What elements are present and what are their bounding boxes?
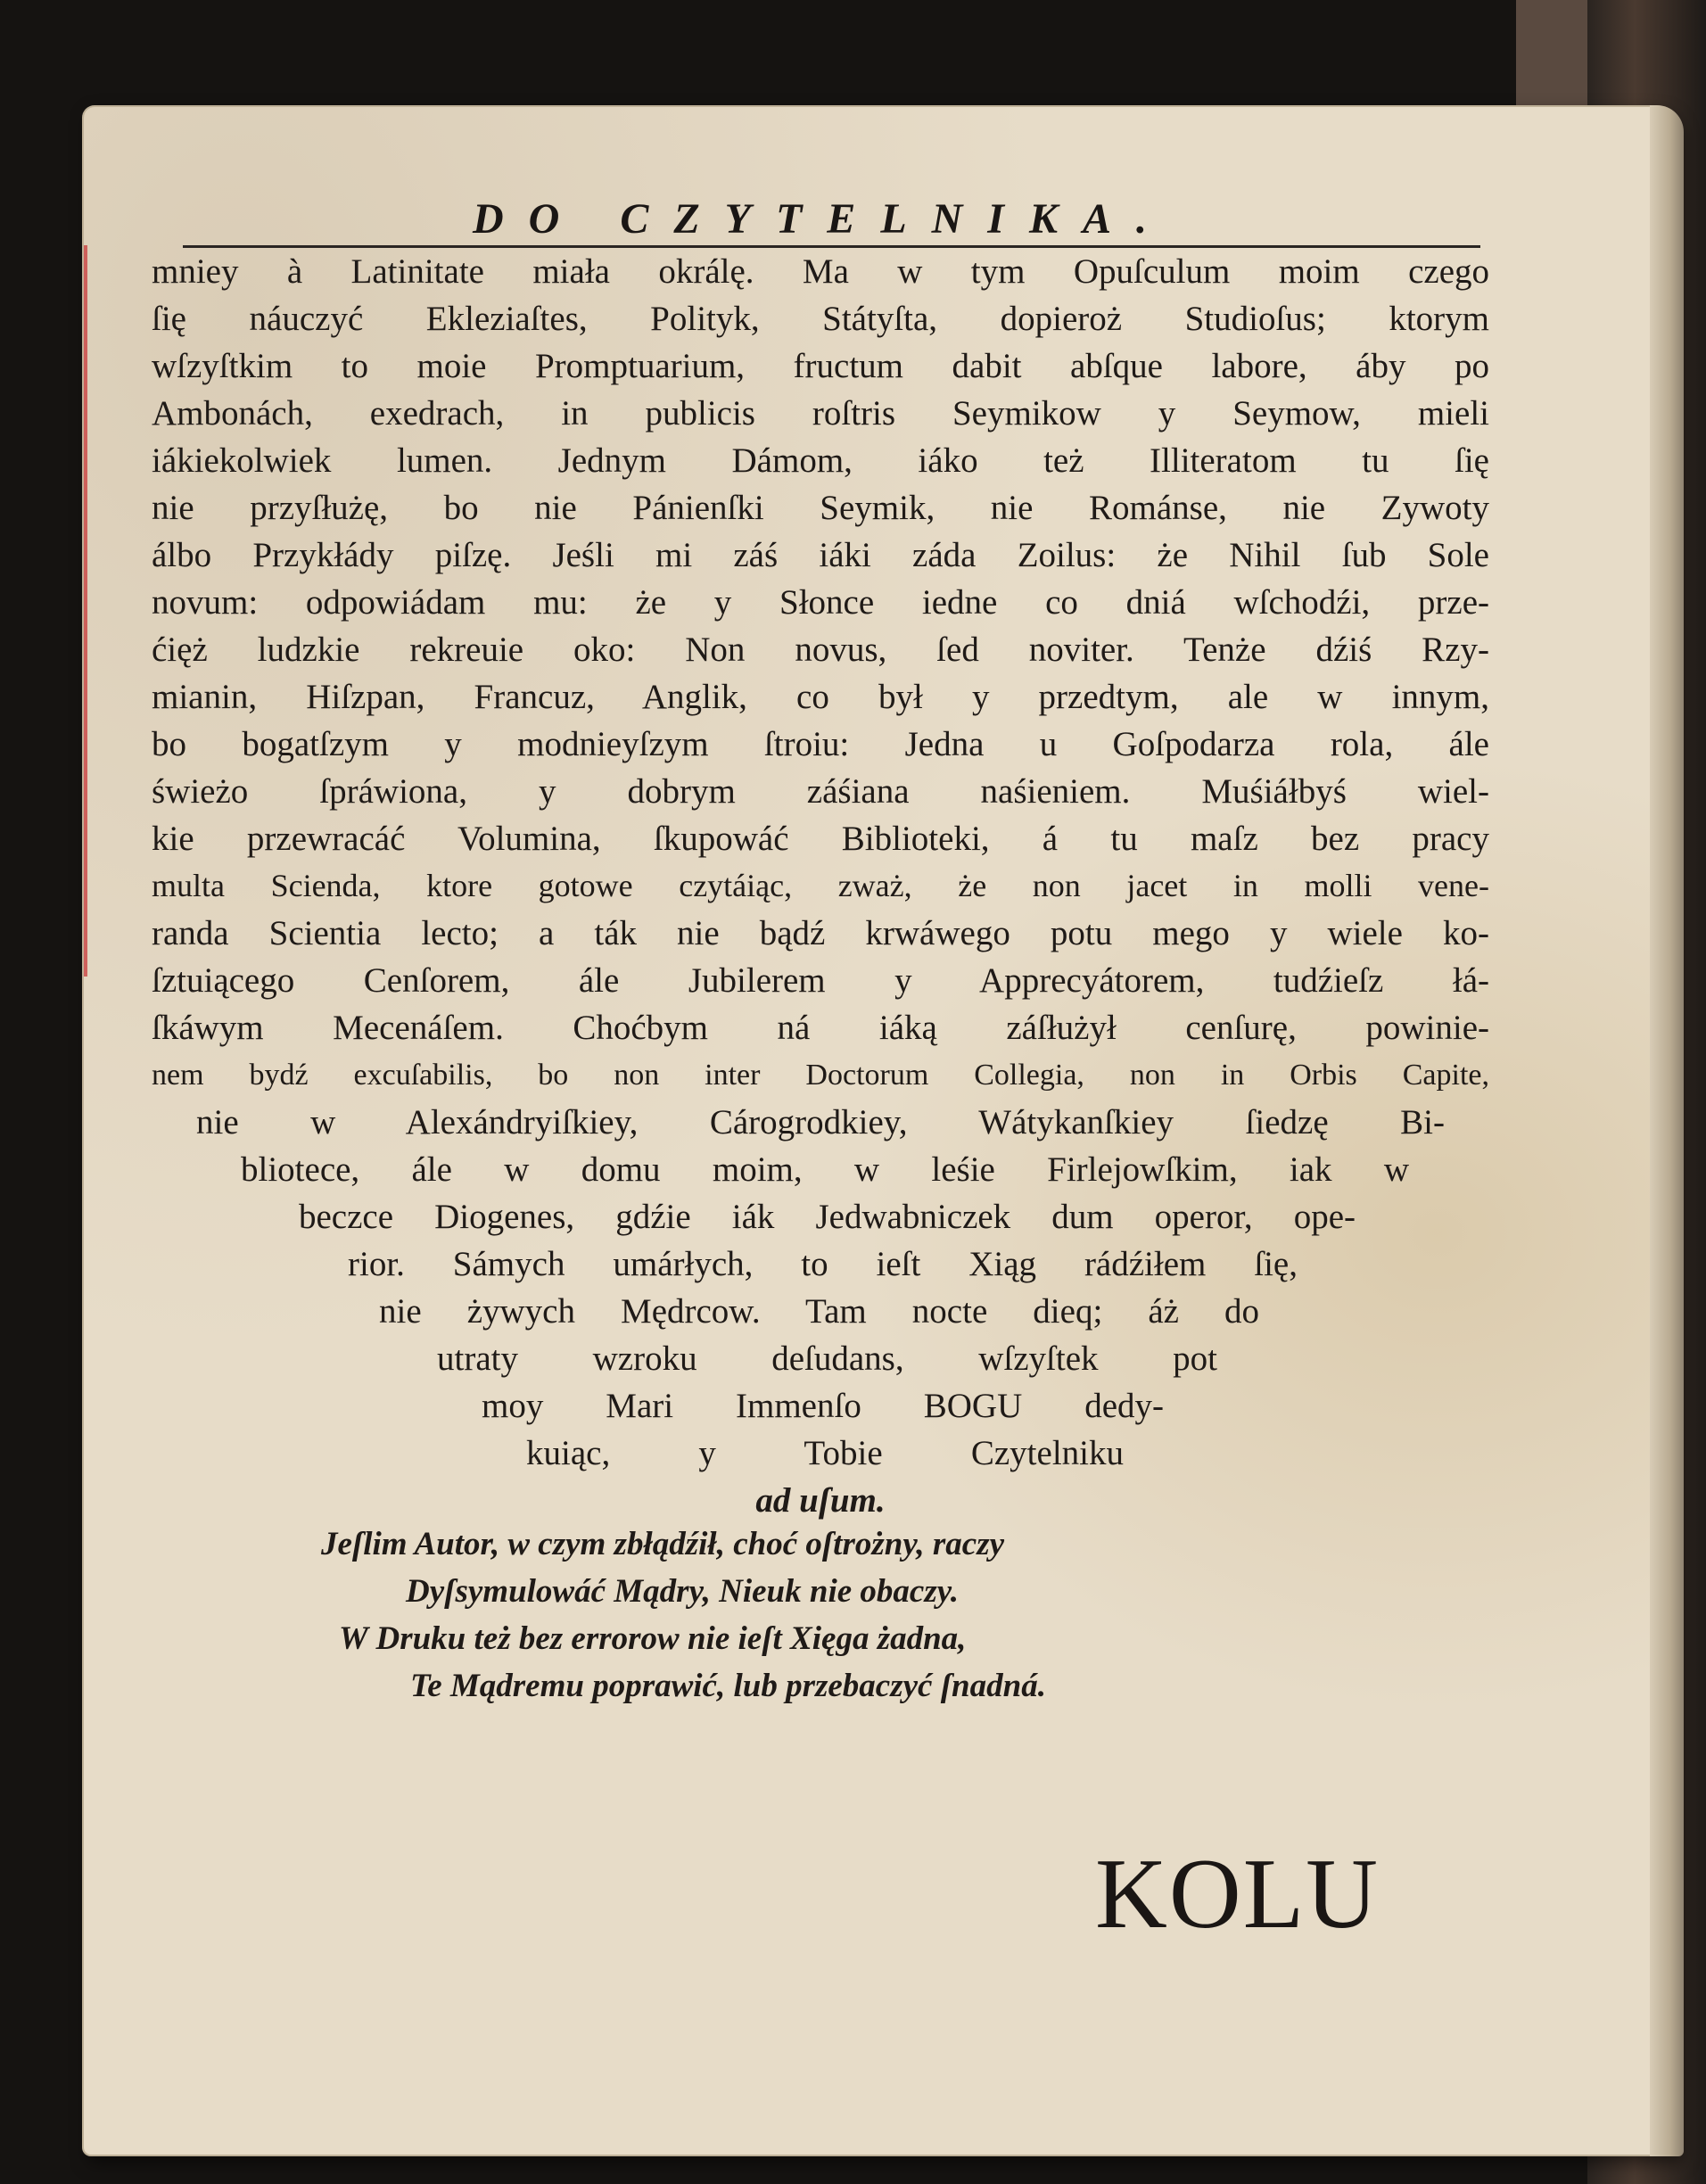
text-line: bo bogatſzym y modnieyſzym ſtroiu: Jedna u Goſpodarza rola, ále <box>152 725 1489 763</box>
text-line: mniey à Latinitate miała okrálę. Ma w tym Opuſculum moim czego <box>152 252 1489 291</box>
text-line: ſztuiącego Cenſorem, ále Jubilerem y Apprecyátorem, tudźieſz łá- <box>152 961 1489 1000</box>
text-line: utraty wzroku deſudans, wſzyſtek pot <box>437 1339 1217 1378</box>
text-line: nem bydź excuſabilis, bo non inter Doctorum Collegia, non in Orbis Capite, <box>152 1059 1489 1092</box>
text-line: álbo Przykłády piſzę. Jeśli mi záś iáki záda Zoilus: że Nihil ſub Sole <box>152 536 1489 574</box>
text-line: novum: odpowiádam mu: że y Słonce iedne co dniá wſchodźi, prze- <box>152 583 1489 622</box>
verse-line: Dyſsymulowáć Mądry, Nieuk nie obaczy. <box>406 1573 960 1610</box>
catchword: KOLU <box>1095 1839 1380 1949</box>
text-line: kuiąc, y Tobie Czytelniku <box>526 1434 1124 1472</box>
text-line: kie przewracáć Volumina, ſkupowáć Biblioteki, á tu maſz bez pracy <box>152 820 1489 858</box>
text-line: ad uſum. <box>755 1481 886 1520</box>
page-edge <box>1650 105 1684 2156</box>
text-line: moy Mari Immenſo BOGU dedy- <box>482 1387 1164 1425</box>
text-line: nie przyſłużę, bo nie Pánienſki Seymik, nie Románse, nie Zywoty <box>152 489 1489 527</box>
text-line: mianin, Hiſzpan, Francuz, Anglik, co był y przedtym, ale w innym, <box>152 678 1489 716</box>
closing-verse <box>321 1521 1046 1710</box>
page-header: DO CZYTELNIKA. <box>473 195 1173 243</box>
text-line: beczce Diogenes, gdźie iák Jedwabniczek dum operor, ope- <box>299 1198 1356 1236</box>
text-line: randa Scientia lecto; a ták nie bądź krwáwego potu mego y wiele ko- <box>152 914 1489 952</box>
text-line: ćięż ludzkie rekreuie oko: Non novus, ſed noviter. Tenże dźiś Rzy- <box>152 630 1489 669</box>
text-line: nie w Alexándryiſkiey, Cárogrodkiey, Wátykanſkiey ſiedzę Bi- <box>196 1103 1445 1141</box>
text-body <box>152 248 1489 1524</box>
verse-line: Te Mądremu poprawić, lub przebaczyć ſnadná. <box>410 1668 1046 1704</box>
text-line: multa Scienda, ktore gotowe czytáiąc, zważ, że non jacet in molli vene- <box>152 868 1489 903</box>
text-line: Ambonách, exedrach, in publicis roſtris Seymikow y Seymow, mieli <box>152 394 1489 433</box>
text-line: rior. Sámych umárłych, to ieſt Xiąg rádźiłem ſię, <box>348 1245 1298 1283</box>
text-line: ſkáwym Mecenáſem. Choćbym ná iáką záſłużył cenſurę, powinie- <box>152 1009 1489 1047</box>
text-line: bliotece, ále w domu moim, w leśie Firlejowſkim, iak w <box>241 1150 1409 1189</box>
text-line: nie żywych Mędrcow. Tam nocte dieq; áż do <box>379 1292 1259 1331</box>
verse-line: Jeſlim Autor, w czym zbłądźił, choć oſtrożny, raczy <box>321 1526 1005 1562</box>
text-line: świeżo ſpráwiona, y dobrym záśiana naśieniem. Muśiáłbyś wiel- <box>152 772 1489 811</box>
verse-line: W Druku też bez errorow nie ieſt Xięga żadna, <box>339 1620 967 1657</box>
text-line: iákiekolwiek lumen. Jednym Dámom, iáko też Illiteratom tu ſię <box>152 441 1489 480</box>
text-line: ſię náuczyć Ekleziaſtes, Polityk, Státyſta, dopieroż Studioſus; ktorym <box>152 300 1489 338</box>
text-line: wſzyſtkim to moie Promptuarium, fructum dabit abſque labore, áby po <box>152 347 1489 385</box>
margin-line <box>84 245 87 977</box>
